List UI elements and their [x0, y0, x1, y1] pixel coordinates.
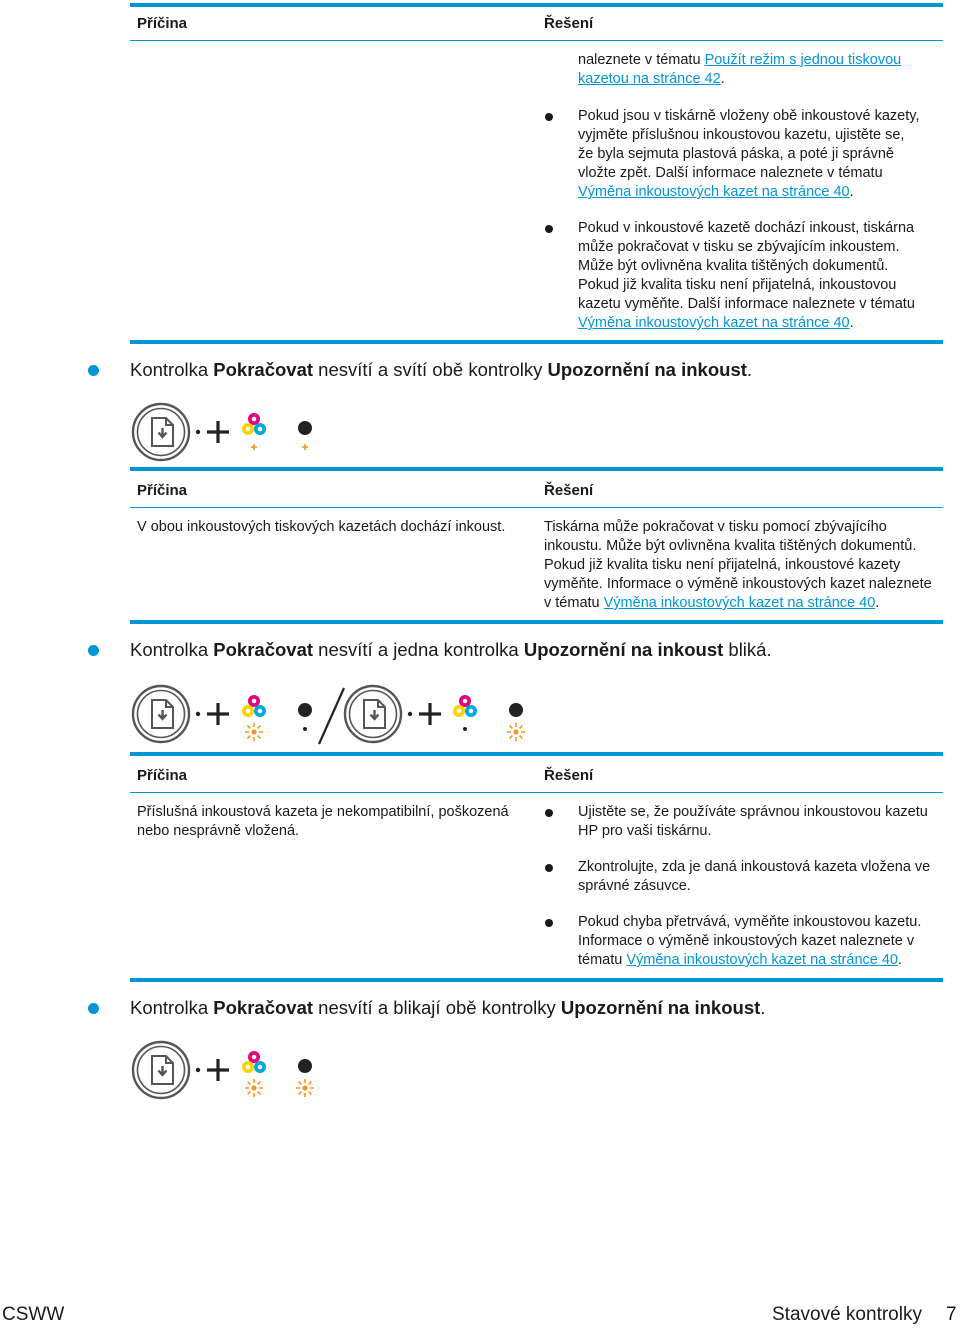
bullet-icon — [545, 809, 553, 817]
plus-icon — [195, 696, 231, 732]
section-heading: Kontrolka Pokračovat nesvítí a svítí obě kontrolky Upozornění na inkoust. — [130, 359, 753, 380]
link-replace-cartridges[interactable]: Výměna inkoustových kazet na stránce 40 — [578, 184, 850, 200]
solution-text: . — [875, 595, 880, 611]
solution-bullet — [578, 107, 923, 202]
section-bullet-icon — [88, 365, 99, 376]
plus-icon — [407, 696, 443, 732]
table-top-rule — [130, 752, 943, 756]
bullet-icon — [545, 225, 553, 233]
solution-text: Pokud chyba přetrvává, vyměňte inkoustovou kazetu. Informace o výměně inkoustových kazet naleznete v tématu — [578, 914, 922, 968]
solution-text: Tiskárna může pokračovat v tisku pomocí zbývajícího inkoustu. Může být ovlivněna kvalita tištěných dokumentů. Pokud již kvalita tisku není přijatelná, inkoustové kazety vyměňte. Informace o výměně inkoustových kazet naleznete v tématu — [544, 519, 932, 611]
resume-button-icon — [130, 1039, 192, 1101]
header-rule — [130, 40, 943, 41]
header-rule — [130, 792, 943, 793]
ink-alert-light-icon — [506, 722, 526, 742]
link-replace-cartridges[interactable]: Výměna inkoustových kazet na stránce 40 — [626, 952, 898, 968]
cause-text: Příslušná inkoustová kazeta je nekompatibilní, poškozená nebo nesprávně vložená. — [137, 804, 509, 839]
column-header-cause: Příčina — [137, 15, 188, 32]
solution-text: Pokud jsou v tiskárně vloženy obě inkoustové kazety, vyjměte příslušnou inkoustovou kazetu, ujistěte se, že byla sejmuta plastová páska, a poté ji správně vložte zpět. Další informace naleznete v tématu — [578, 108, 920, 181]
table-bottom-rule — [130, 978, 943, 982]
ink-light-off-icon — [302, 726, 308, 732]
tricolor-ink-icon — [241, 412, 267, 438]
bullet-icon — [545, 919, 553, 927]
footer-doc-code: CSWW — [2, 1304, 65, 1325]
plus-icon — [195, 414, 231, 450]
light-pattern-illustration — [130, 682, 540, 746]
solution-text: . — [720, 71, 725, 87]
solution-text: . — [849, 184, 854, 200]
column-header-solution: Řešení — [544, 767, 594, 784]
section-bullet-icon — [88, 1003, 99, 1014]
black-ink-icon — [297, 702, 313, 718]
section-bullet-icon — [88, 645, 99, 656]
tricolor-ink-icon — [241, 694, 267, 720]
solution-text: . — [849, 315, 854, 331]
table-top-rule — [130, 3, 943, 7]
solution-text — [544, 518, 934, 613]
solution-bullet: Zkontrolujte, zda je daná inkoustová kazeta vložena ve správné zásuvce. — [578, 859, 931, 894]
resume-button-icon — [130, 683, 192, 745]
ink-alert-light-icon — [244, 1078, 264, 1098]
link-replace-cartridges[interactable]: Výměna inkoustových kazet na stránce 40 — [603, 595, 876, 611]
black-ink-icon — [297, 1058, 313, 1074]
column-header-cause: Příčina — [137, 767, 188, 784]
solution-bullet — [578, 913, 933, 970]
resume-button-icon — [342, 683, 404, 745]
column-header-cause: Příčina — [137, 482, 188, 499]
bullet-icon — [545, 113, 553, 121]
resume-button-icon — [130, 401, 192, 463]
table-top-rule — [130, 467, 943, 471]
black-ink-icon — [508, 702, 524, 718]
solution-bullet — [578, 219, 923, 333]
footer-chapter-title: Stavové kontrolky — [772, 1304, 922, 1325]
solution-text: . — [897, 952, 903, 968]
header-rule — [130, 507, 943, 508]
ink-alert-light-icon — [249, 442, 259, 452]
tricolor-ink-icon — [452, 694, 478, 720]
solution-continued — [578, 51, 918, 89]
solution-bullet: Ujistěte se, že používáte správnou inkoustovou kazetu HP pro vaši tiskárnu. — [578, 804, 928, 839]
ink-light-off-icon — [462, 726, 468, 732]
tricolor-ink-icon — [241, 1050, 267, 1076]
link-single-cartridge-mode[interactable]: Použít režim s jednou tiskovou kazetou na stránce 42 — [578, 52, 902, 87]
footer-page-number: 7 — [946, 1304, 957, 1325]
section-heading: Kontrolka Pokračovat nesvítí a blikají obě kontrolky Upozornění na inkoust. — [130, 997, 766, 1018]
bullet-icon — [545, 864, 553, 872]
table-bottom-rule — [130, 620, 943, 624]
ink-alert-light-icon — [300, 442, 310, 452]
column-header-solution: Řešení — [544, 482, 594, 499]
cause-text: V obou inkoustových tiskových kazetách dochází inkoust. — [137, 519, 506, 535]
light-pattern-illustration — [130, 1038, 330, 1102]
plus-icon — [195, 1052, 231, 1088]
link-replace-cartridges[interactable]: Výměna inkoustových kazet na stránce 40 — [578, 315, 850, 331]
black-ink-icon — [297, 420, 313, 436]
section-heading: Kontrolka Pokračovat nesvítí a jedna kontrolka Upozornění na inkoust bliká. — [130, 639, 772, 660]
table-bottom-rule — [130, 340, 943, 344]
ink-alert-light-icon — [295, 1078, 315, 1098]
light-pattern-illustration — [130, 400, 330, 464]
column-header-solution: Řešení — [544, 15, 594, 32]
ink-alert-light-icon — [244, 722, 264, 742]
solution-text: Pokud v inkoustové kazetě dochází inkoust, tiskárna může pokračovat v tisku se zbývajícím inkoustem. Může být ovlivněna kvalita tištěných dokumentů. Pokud již kvalita tisku není přijatelná, inkoustovou kazetu vyměňte. Další informace naleznete v tématu — [578, 220, 915, 312]
solution-text: naleznete v tématu — [578, 52, 705, 68]
